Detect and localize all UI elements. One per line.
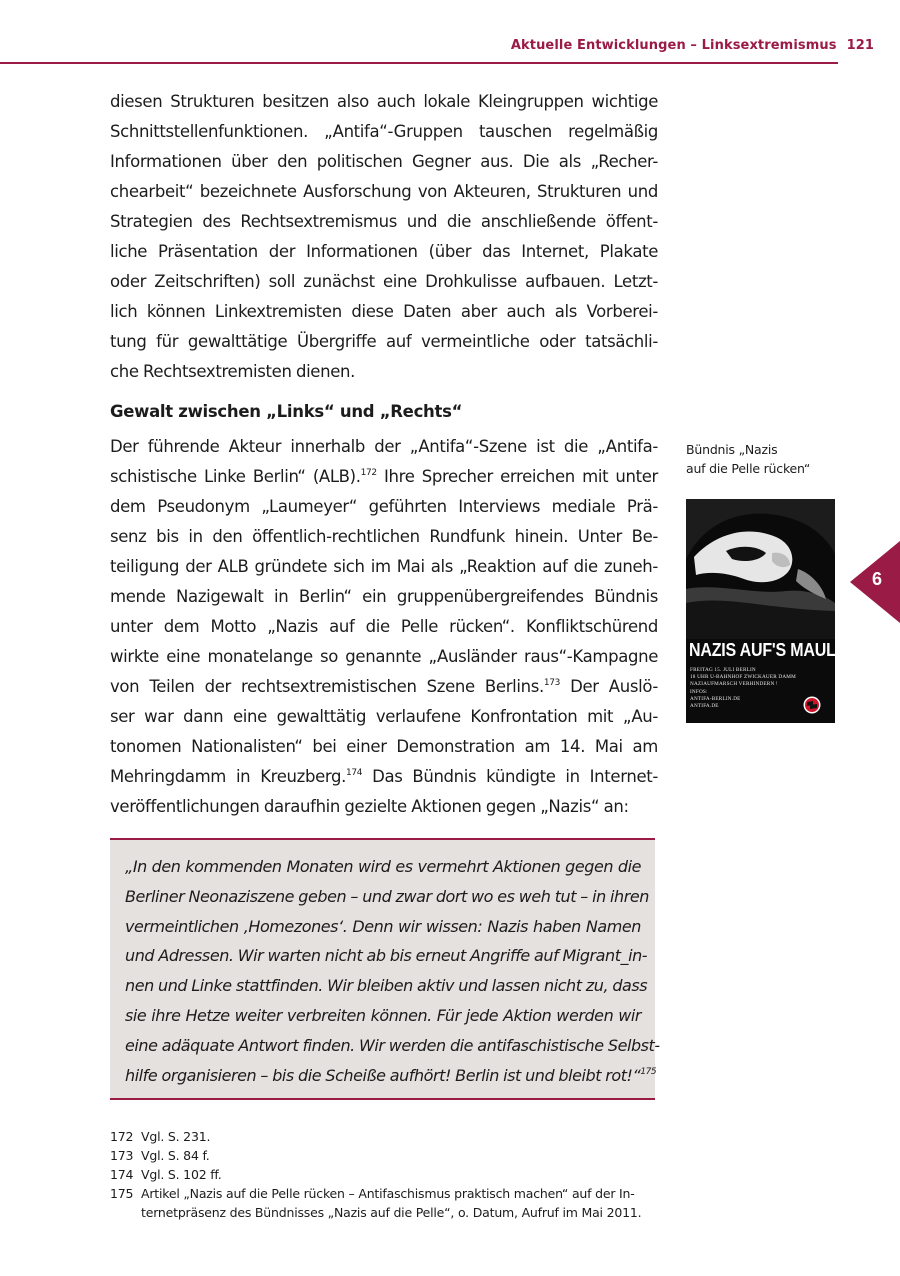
text-line	[110, 762, 658, 792]
quote-line: Berliner Neonaziszene geben – und zwar dort wo es weh tut – in ihren	[125, 886, 649, 906]
text-line: Schnittstellenfunktionen. „Antifa“-Gruppen tauschen regelmäßig	[110, 122, 658, 141]
running-title: Aktuelle Entwicklungen – Linksextremismus	[510, 38, 837, 53]
footnote-ref[interactable]: 172	[360, 468, 377, 478]
footnote	[110, 1165, 658, 1184]
header-rule	[0, 62, 838, 64]
text-line: che Rechtsextremisten dienen.	[110, 362, 356, 381]
poster-image	[686, 499, 841, 723]
text-line: diesen Strukturen besitzen also auch lokale Kleingruppen wichtige	[110, 92, 658, 111]
antifa-flag-icon	[803, 696, 821, 714]
quote-line: eine adäquate Antwort finden. Wir werden die antifaschistische Selbst-	[125, 1035, 660, 1055]
paragraph-1	[110, 87, 658, 387]
poster-info	[690, 667, 800, 710]
block-quote	[125, 852, 660, 1090]
section-heading: Gewalt zwischen „Links“ und „Rechts“	[110, 402, 463, 421]
footnote-text	[141, 1184, 658, 1222]
text-line: ser war dann eine gewalttätig verlaufene Konfrontation mit „Au-	[110, 707, 658, 726]
text-line: lich können Linkextremisten diese Daten aber auch als Vorberei-	[110, 302, 658, 321]
caption-line: auf die Pelle rücken“	[686, 461, 811, 476]
footnote-text: Vgl. S. 102 ff.	[141, 1167, 222, 1182]
text-line: oder Zeitschriften) soll zunächst eine Drohkulisse aufbauen. Letzt-	[110, 272, 658, 291]
text-segment: schistische Linke Berlin“ (ALB).	[110, 467, 361, 486]
text-line: tung für gewalttätige Übergriffe auf vermeintliche oder tatsächli-	[110, 332, 658, 351]
caption-line: Bündnis „Nazis	[686, 442, 778, 457]
text-line: tonomen Nationalisten“ bei einer Demonstration am 14. Mai am	[110, 737, 658, 756]
poster-info-line: ANTIFA-BERLIN.DE	[690, 695, 741, 702]
text-line: Strategien des Rechtsextremismus und die anschließende öffent-	[110, 212, 658, 231]
text-segment: von Teilen der rechtsextremistischen Szene Berlins.	[110, 677, 544, 696]
text-line	[110, 672, 658, 702]
masked-face-photo	[686, 499, 835, 639]
text-line: mende Nazigewalt in Berlin“ ein gruppenübergreifendes Bündnis	[110, 587, 658, 606]
poster-info-line: 18 UHR U-BAHNHOF ZWICKAUER DAMM	[690, 674, 796, 681]
running-header	[0, 38, 874, 53]
footnote-number: 174	[110, 1167, 134, 1182]
footnote-ref[interactable]: 174	[346, 768, 363, 778]
footnote	[110, 1184, 658, 1222]
poster-info-line: INFOS:	[690, 688, 708, 695]
page-number: 121	[846, 38, 874, 53]
text-line: liche Präsentation der Informationen (über das Internet, Plakate	[110, 242, 658, 261]
quote-line: vermeintlichen ‚Homezones‘. Denn wir wissen: Nazis haben Namen	[125, 916, 641, 936]
footnote-ref[interactable]: 173	[543, 678, 560, 688]
text-line: wirkte eine monatelange so genannte „Ausländer raus“-Kampagne	[110, 647, 658, 666]
footnote	[110, 1146, 658, 1165]
chapter-number: 6	[872, 569, 883, 589]
text-segment: Das Bündnis kündigte in Internet-	[362, 767, 658, 786]
text-segment: hilfe organisieren – bis die Scheiße aufhört! Berlin ist und bleibt rot!“	[125, 1065, 641, 1085]
quote-line: nen und Linke stattfinden. Wir bleiben aktiv und lassen nicht zu, dass	[125, 976, 648, 996]
footnotes	[110, 1127, 658, 1222]
poster-title: NAZIS AUF'S MAUL!	[689, 641, 841, 661]
poster-info-line: FREITAG 15. JULI BERLIN	[690, 667, 756, 673]
quote-line: sie ihre Hetze weiter verbreiten können. Für jede Aktion werden wir	[125, 1005, 641, 1025]
text-segment: Ihre Sprecher erreichen mit unter	[376, 467, 658, 486]
text-line: unter dem Motto „Nazis auf die Pelle rücken“. Konfliktschürend	[110, 617, 658, 636]
text-line: dem Pseudonym „Laumeyer“ geführten Interviews mediale Prä-	[110, 497, 658, 516]
paragraph-2	[110, 432, 658, 822]
text-line: senz bis in den öffentlich-rechtlichen Rundfunk hinein. Unter Be-	[110, 527, 658, 546]
text-line: Informationen über den politischen Gegner aus. Die als „Recher-	[110, 152, 658, 171]
footnote-ref[interactable]: 175	[640, 1066, 657, 1077]
quote-line: und Adressen. Wir warten nicht ab bis erneut Angriffe auf Migrant_in-	[125, 946, 648, 966]
footnote-line: ternetpräsenz des Bündnisses „Nazis auf die Pelle“, o. Datum, Aufruf im Mai 2011.	[141, 1205, 642, 1220]
text-line: Der führende Akteur innerhalb der „Antifa“-Szene ist die „Antifa-	[110, 437, 658, 456]
poster-info-line: NAZIAUFMARSCH VERHINDERN !	[690, 681, 778, 688]
text-line: teiligung der ALB gründete sich im Mai als „Reaktion auf die zuneh-	[110, 557, 658, 576]
text-line: veröffentlichungen daraufhin gezielte Aktionen gegen „Nazis“ an:	[110, 797, 629, 816]
text-segment: Der Auslö-	[560, 677, 658, 696]
text-line: chearbeit“ bezeichnete Ausforschung von Akteuren, Strukturen und	[110, 182, 658, 201]
footnote-number: 173	[110, 1148, 134, 1163]
quote-line	[125, 1061, 657, 1091]
footnote-text: Vgl. S. 84 f.	[141, 1148, 210, 1163]
figure-caption	[686, 440, 836, 478]
footnote-number: 175	[110, 1186, 134, 1201]
footnote-number: 172	[110, 1129, 134, 1144]
poster-info-line: ANTIFA.DE	[690, 703, 719, 710]
text-line	[110, 462, 658, 492]
footnote	[110, 1127, 658, 1146]
footnote-line: Artikel „Nazis auf die Pelle rücken – Antifaschismus praktisch machen“ auf der In-	[141, 1186, 635, 1201]
footnote-text: Vgl. S. 231.	[141, 1129, 211, 1144]
text-segment: Mehringdamm in Kreuzberg.	[110, 767, 347, 786]
quote-line: „In den kommenden Monaten wird es vermehrt Aktionen gegen die	[125, 857, 641, 876]
